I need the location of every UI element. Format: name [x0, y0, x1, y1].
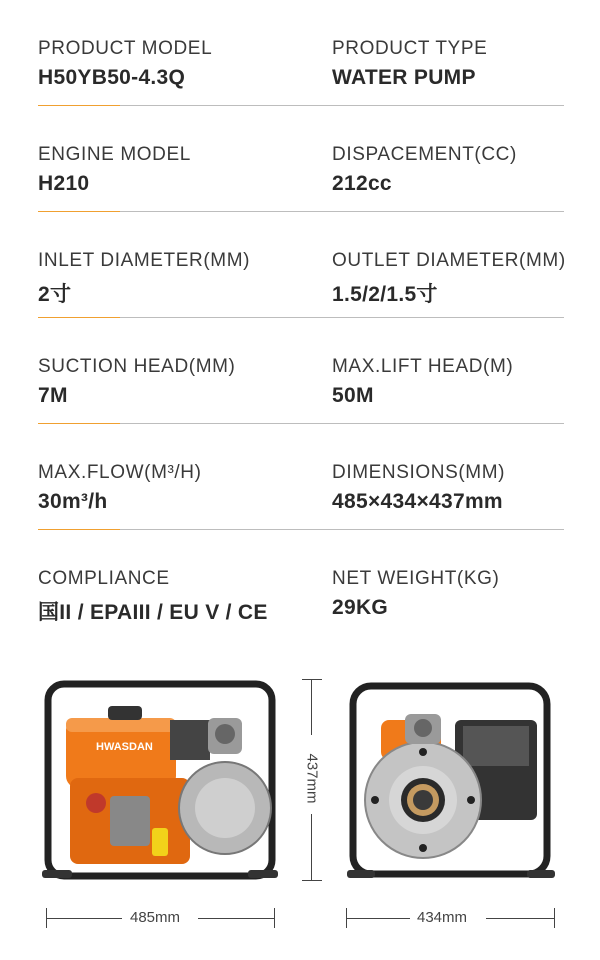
spec-row-6 — [38, 530, 564, 636]
spec-max-lift-head — [332, 356, 513, 408]
spec-value: 7M — [38, 384, 68, 407]
spec-row-5 — [38, 424, 564, 530]
spec-label: MAX.LIFT HEAD(M) — [332, 356, 514, 377]
spec-value: 50M — [332, 384, 374, 407]
pump-side-view — [345, 680, 555, 884]
spec-value: 485×434×437mm — [332, 490, 503, 513]
brand-logo: HWASDAN — [96, 741, 153, 753]
spec-value: WATER PUMP — [332, 66, 476, 89]
spec-label: PRODUCT TYPE — [332, 38, 488, 59]
spec-row-3 — [38, 212, 564, 318]
pump-front-view — [40, 678, 280, 884]
depth-dimension-label: 434mm — [417, 909, 468, 926]
height-line-bottom — [311, 814, 312, 880]
depth-tick-right — [554, 908, 555, 928]
spec-dimensions — [332, 462, 505, 514]
spec-value: 1.5/2/1.5寸 — [332, 283, 438, 306]
depth-line-left — [346, 918, 410, 919]
spec-label: PRODUCT MODEL — [38, 38, 213, 59]
spec-suction-head — [38, 356, 235, 408]
spec-row-2 — [38, 106, 564, 212]
spec-displacement — [332, 144, 517, 196]
spec-max-flow — [38, 462, 202, 514]
height-dimension-label: 437mm — [303, 753, 321, 804]
spec-net-weight — [332, 568, 499, 620]
spec-product-model — [38, 38, 212, 90]
spec-value: 国II / EPAIII / EU V / CE — [38, 601, 268, 624]
height-line-top — [311, 679, 312, 735]
width-dimension-label: 485mm — [130, 909, 181, 926]
width-tick-right — [274, 908, 275, 928]
spec-label: OUTLET DIAMETER(MM) — [332, 250, 566, 271]
spec-label: DISPACEMENT(CC) — [332, 144, 517, 165]
spec-row-1 — [38, 0, 564, 106]
width-line-right — [198, 918, 274, 919]
spec-value: 30m³/h — [38, 490, 108, 513]
spec-label: ENGINE MODEL — [38, 144, 191, 165]
spec-value: H210 — [38, 172, 90, 195]
spec-engine-model — [38, 144, 191, 196]
spec-outlet-diameter — [332, 250, 566, 308]
height-tick-top — [302, 679, 322, 680]
spec-label: SUCTION HEAD(MM) — [38, 356, 236, 377]
spec-product-type — [332, 38, 487, 90]
depth-line-right — [486, 918, 554, 919]
spec-label: DIMENSIONS(MM) — [332, 462, 506, 483]
spec-inlet-diameter — [38, 250, 250, 308]
spec-label: INLET DIAMETER(MM) — [38, 250, 251, 271]
height-tick-bottom — [302, 880, 322, 881]
spec-row-4 — [38, 318, 564, 424]
spec-value: 29KG — [332, 596, 389, 619]
spec-table — [38, 0, 564, 636]
spec-value: H50YB50-4.3Q — [38, 66, 186, 89]
spec-value: 212cc — [332, 172, 392, 195]
width-line-left — [46, 918, 122, 919]
spec-label: NET WEIGHT(KG) — [332, 568, 500, 589]
spec-label: COMPLIANCE — [38, 568, 170, 589]
spec-compliance — [38, 568, 268, 626]
spec-label: MAX.FLOW(M³/H) — [38, 462, 202, 483]
spec-value: 2寸 — [38, 283, 72, 306]
